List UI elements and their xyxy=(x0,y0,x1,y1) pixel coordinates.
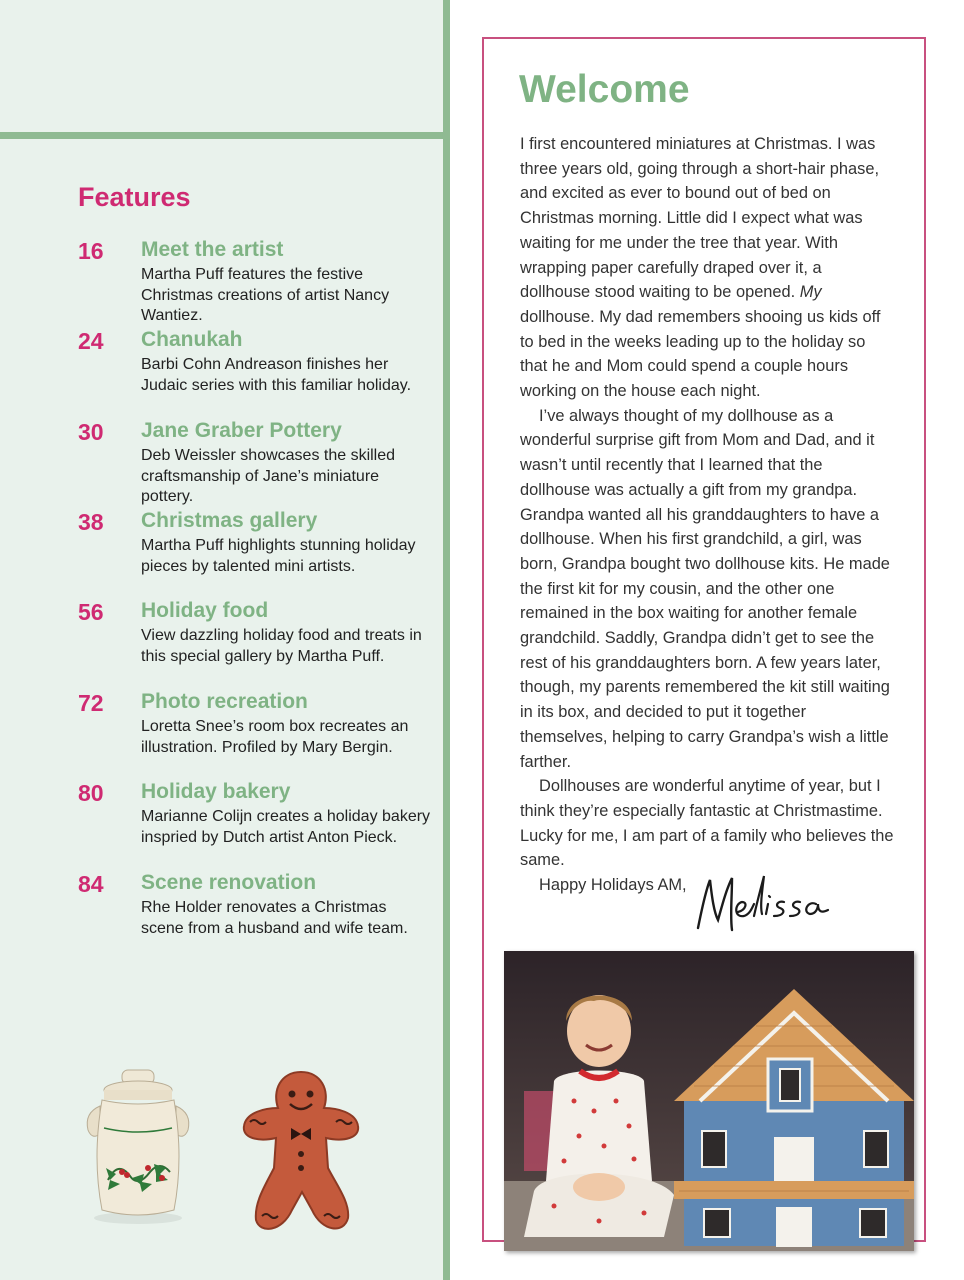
feature-title[interactable]: Holiday bakery xyxy=(141,780,291,803)
feature-description: Martha Puff features the festive Christmas creations of artist Nancy Wantiez. xyxy=(141,266,390,325)
feature-page-number: 16 xyxy=(78,238,104,264)
letter-paragraph-1 xyxy=(520,132,895,404)
feature-page-number: 30 xyxy=(78,419,104,445)
feature-page-number: 72 xyxy=(78,690,104,716)
feature-title[interactable]: Meet the artist xyxy=(141,238,284,261)
editor-letter xyxy=(520,132,895,898)
feature-description: Barbi Cohn Andreason finishes her Judaic series with this familiar holiday. xyxy=(141,356,412,394)
gingerbread-cookie-image xyxy=(236,1068,366,1238)
feature-description: Deb Weissler showcases the skilled craftsmanship of Jane’s miniature pottery. xyxy=(141,447,396,506)
feature-title[interactable]: Photo recreation xyxy=(141,690,308,713)
feature-page-number: 24 xyxy=(78,328,104,354)
child-dollhouse-photo xyxy=(504,951,914,1251)
welcome-heading: Welcome xyxy=(519,68,690,111)
feature-description: Marianne Colijn creates a holiday bakery inspried by Dutch artist Anton Pieck. xyxy=(141,808,431,846)
crock-jar-image xyxy=(78,1068,198,1228)
letter-paragraph-2: I’ve always thought of my dollhouse as a wonderful surprise gift from Mom and Dad, and it wasn’t until recently that I learned that the dollhouse was actually a gift from my grandpa. Grandpa wanted all his granddaughters to have a dollhouse. When his first grandchild, a girl, was born, Grandpa bought two dollhouse kits. He made the first kit for my cousin, and the other one remained in the box waiting for another female grandchild. Saddly, Grandpa didn’t get to see the rest of his granddaughters born. A few years later, though, my parents remembered the kit still waiting in its box, and decided to put it together themselves, helping to carry Grandpa’s wish a little farther. xyxy=(520,406,890,771)
letter-paragraph-3: Dollhouses are wonderful anytime of year, but I think they’re especially fantastic at Christmastime. Lucky for me, I am part of a family who believes the same. xyxy=(520,777,894,870)
feature-title[interactable]: Holiday food xyxy=(141,599,269,622)
feature-title[interactable]: Scene renovation xyxy=(141,871,317,894)
feature-description: Martha Puff highlights stunning holiday pieces by talented mini artists. xyxy=(141,537,416,575)
feature-title[interactable]: Jane Graber Pottery xyxy=(141,419,342,442)
letter-closing: Happy Holidays AM, xyxy=(539,876,687,895)
feature-description: Rhe Holder renovates a Christmas scene from a husband and wife team. xyxy=(141,899,408,937)
feature-page-number: 80 xyxy=(78,780,104,806)
vertical-divider xyxy=(443,0,450,1280)
feature-description: View dazzling holiday food and treats in this special gallery by Martha Puff. xyxy=(141,627,422,665)
feature-title[interactable]: Chanukah xyxy=(141,328,243,351)
feature-page-number: 56 xyxy=(78,599,104,625)
letter-emphasis: My xyxy=(799,283,822,302)
feature-page-number: 84 xyxy=(78,871,104,897)
letter-paragraph-1-rest: dollhouse. My dad remembers shooing us kids off to bed in the weeks leading up to the holiday so that he and Mom could spend a couple hours working on the house each night. xyxy=(520,307,881,401)
horizontal-divider xyxy=(0,132,450,139)
letter-paragraph-1-lead: I first encountered miniatures at Christmas. I was three years old, going through a short-hair phase, and excited as ever to bound out of bed on Christmas morning. Little did I expect what was waiting for me under the tree that year. With wrapping paper carefully draped over it, a dollhouse stood waiting to be opened. xyxy=(520,135,879,302)
feature-title[interactable]: Christmas gallery xyxy=(141,509,318,532)
features-heading: Features xyxy=(78,182,191,212)
signature-image xyxy=(692,868,832,940)
feature-description: Loretta Snee’s room box recreates an illustration. Profiled by Mary Bergin. xyxy=(141,718,409,756)
feature-page-number: 38 xyxy=(78,509,104,535)
